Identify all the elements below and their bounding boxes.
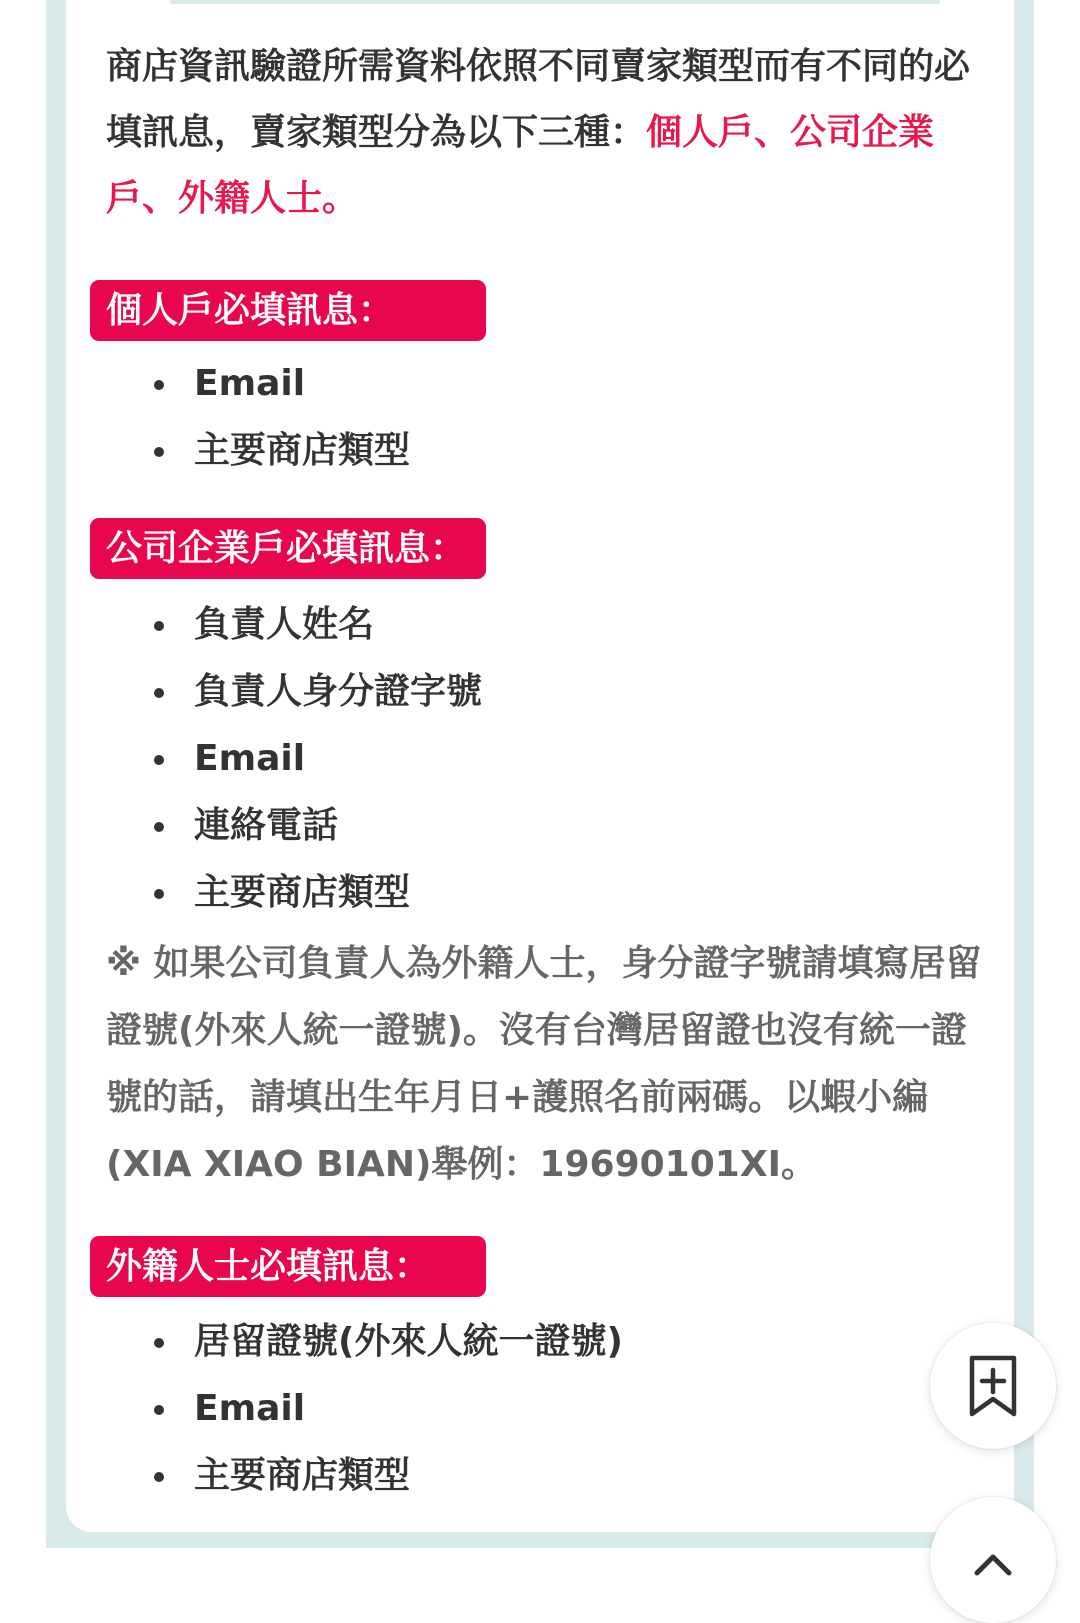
bookmark-add-icon	[968, 1354, 1018, 1418]
list-item: 主要商店類型	[150, 1442, 623, 1509]
required-fields-company	[150, 591, 482, 926]
list-item: 居留證號(外來人統一證號)	[150, 1308, 623, 1375]
intro-seller-types: 個人戶、公司企業戶、外籍人士。	[106, 112, 935, 219]
list-item: 連絡電話	[150, 792, 482, 859]
list-item: 主要商店類型	[150, 859, 482, 926]
bookmark-button[interactable]	[930, 1323, 1056, 1449]
intro-text: 商店資訊驗證所需資料依照不同賣家類型而有不同的必填訊息，賣家類型分為以下三種：	[106, 46, 971, 153]
list-item: 主要商店類型	[150, 417, 410, 484]
back-to-top-button[interactable]	[930, 1497, 1056, 1623]
list-item: Email	[150, 350, 410, 417]
section-title-foreigner: 外籍人士必填訊息：	[90, 1236, 486, 1297]
list-item: Email	[150, 725, 482, 792]
required-fields-foreigner	[150, 1308, 623, 1509]
top-divider	[170, 0, 940, 4]
intro-paragraph	[106, 34, 986, 232]
list-item: 負責人姓名	[150, 591, 482, 658]
foreign-owner-note: ※ 如果公司負責人為外籍人士，身分證字號請填寫居留證號(外來人統一證號)。沒有台灣居留證也沒有統一證號的話，請填出生年月日+護照名前兩碼。以蝦小編(XIA XIAO BIAN)舉例：19690101XI。	[106, 943, 982, 1185]
chevron-up-icon	[971, 1545, 1015, 1585]
list-item: Email	[150, 1375, 623, 1442]
list-item: 負責人身分證字號	[150, 658, 482, 725]
section-title-company: 公司企業戶必填訊息：	[90, 518, 486, 579]
required-fields-individual	[150, 350, 410, 484]
section-title-individual: 個人戶必填訊息：	[90, 280, 486, 341]
